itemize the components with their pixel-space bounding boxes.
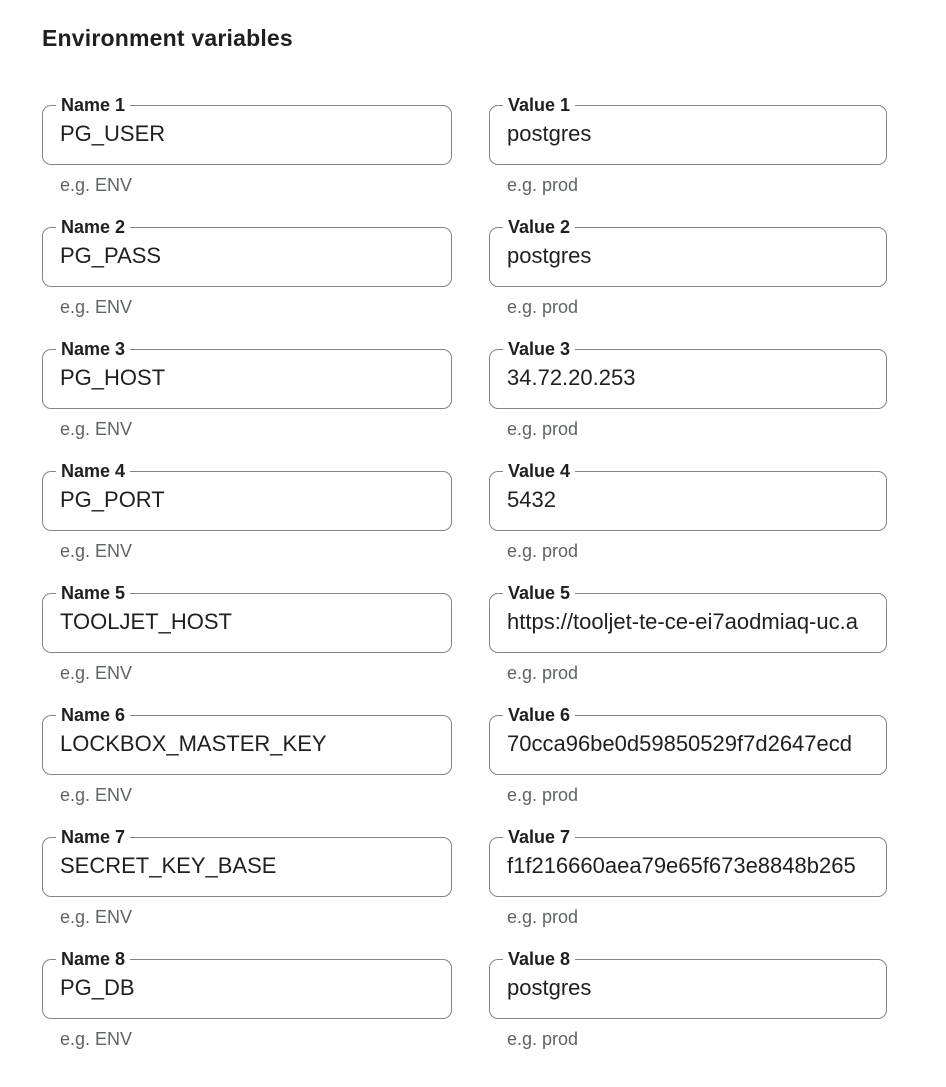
env-var-value-group [489,461,887,561]
env-var-name-group [42,583,452,683]
value-helper-text: e.g. prod [507,907,579,927]
name-field[interactable] [42,705,452,775]
name-field-label: Name 3 [56,339,130,359]
name-field-label: Name 6 [56,705,130,725]
value-helper-text: e.g. prod [507,663,579,683]
name-field[interactable] [42,949,452,1019]
value-field[interactable] [489,339,887,409]
env-var-value-group [489,827,887,927]
value-field-label: Value 8 [503,949,575,969]
env-var-name-group [42,827,452,927]
env-var-row [42,949,946,1081]
name-helper-text: e.g. ENV [60,907,133,927]
value-field-label: Value 3 [503,339,575,359]
env-var-value-group [489,217,887,317]
name-field[interactable] [42,461,452,531]
env-var-row [42,827,946,959]
name-helper-text: e.g. ENV [60,297,133,317]
value-field[interactable] [489,705,887,775]
env-var-value-group [489,95,887,195]
env-var-name-group [42,217,452,317]
name-helper-text: e.g. ENV [60,419,133,439]
value-field-label: Value 4 [503,461,575,481]
value-field-label: Value 7 [503,827,575,847]
name-field-label: Name 4 [56,461,130,481]
env-var-row [42,217,946,349]
value-field[interactable] [489,583,887,653]
name-helper-text: e.g. ENV [60,663,133,683]
name-helper-text: e.g. ENV [60,541,133,561]
name-field-label: Name 8 [56,949,130,969]
value-field-label: Value 6 [503,705,575,725]
env-var-name-group [42,95,452,195]
value-field-label: Value 1 [503,95,575,115]
value-field[interactable] [489,95,887,165]
value-field[interactable] [489,461,887,531]
value-helper-text: e.g. prod [507,785,579,805]
env-var-value-group [489,949,887,1049]
env-var-row [42,583,946,715]
name-helper-text: e.g. ENV [60,175,133,195]
name-field[interactable] [42,95,452,165]
value-field[interactable] [489,217,887,287]
name-helper-text: e.g. ENV [60,1029,133,1049]
value-helper-text: e.g. prod [507,541,579,561]
env-var-name-group [42,949,452,1049]
name-field-label: Name 7 [56,827,130,847]
env-var-value-group [489,583,887,683]
page-title: Environment variables [42,25,293,51]
name-field-label: Name 1 [56,95,130,115]
value-field[interactable] [489,949,887,1019]
name-field[interactable] [42,583,452,653]
env-var-name-group [42,461,452,561]
env-var-value-group [489,705,887,805]
name-field[interactable] [42,339,452,409]
value-field[interactable] [489,827,887,897]
name-field-label: Name 2 [56,217,130,237]
value-helper-text: e.g. prod [507,297,579,317]
env-var-row [42,461,946,593]
value-helper-text: e.g. prod [507,419,579,439]
value-field-label: Value 5 [503,583,575,603]
env-var-row [42,339,946,471]
value-helper-text: e.g. prod [507,1029,579,1049]
name-field[interactable] [42,217,452,287]
value-field-label: Value 2 [503,217,575,237]
value-helper-text: e.g. prod [507,175,579,195]
name-field[interactable] [42,827,452,897]
env-var-row [42,95,946,227]
env-vars-list [42,95,946,1081]
name-helper-text: e.g. ENV [60,785,133,805]
env-var-row [42,705,946,837]
name-field-label: Name 5 [56,583,130,603]
env-var-value-group [489,339,887,439]
env-var-name-group [42,339,452,439]
env-var-name-group [42,705,452,805]
